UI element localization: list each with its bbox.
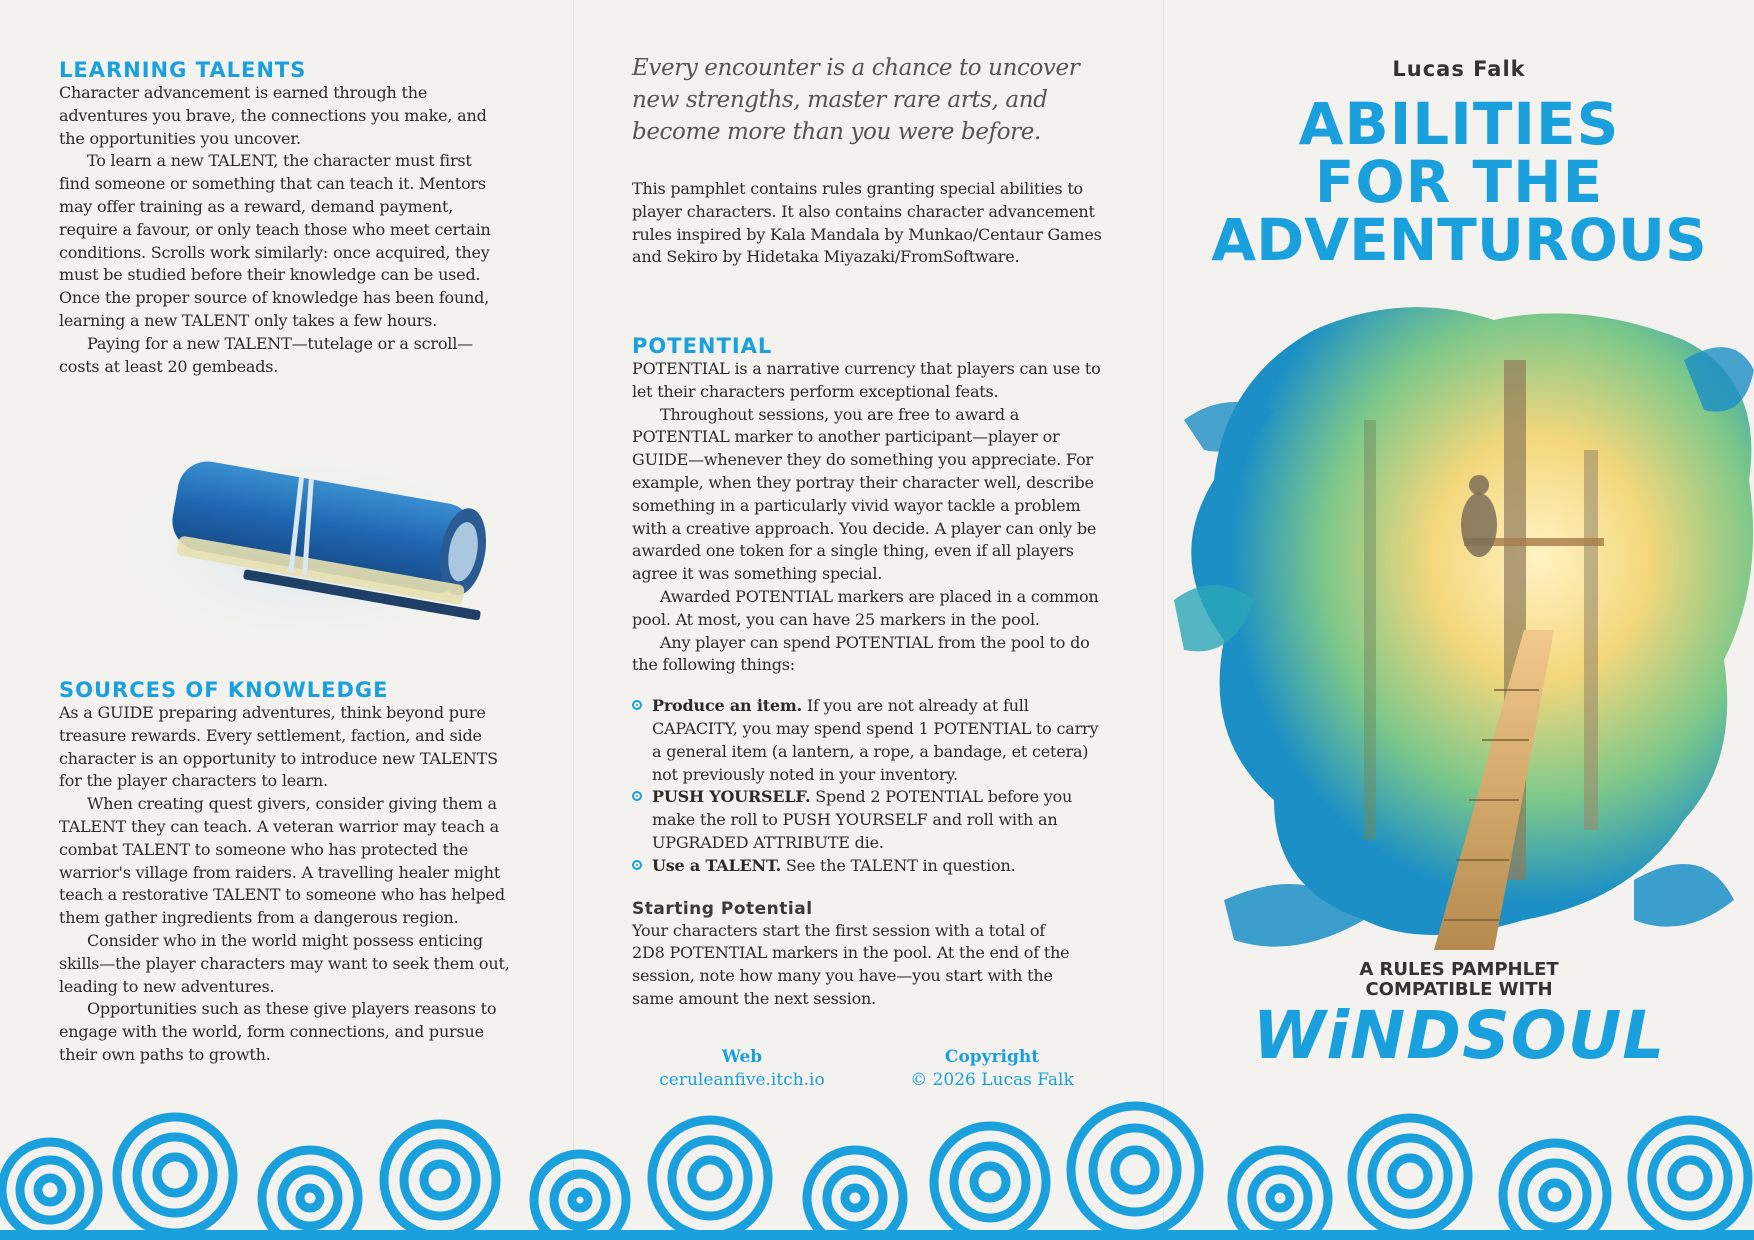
spiral-bullet-icon (632, 791, 642, 801)
swirl-9-icon (1071, 1106, 1199, 1234)
sources-paragraph-1: As a GUIDE preparing adventures, think beyond pure treasure rewards. Every settlement, faction, and side character is an opportunity to introduce new TALENTS for the player characters to learn. (59, 703, 498, 791)
sources-paragraph-2: When creating quest givers, consider giving them a TALENT they can teach. A veteran warrior may teach a combat TALENT to someone who has protected the warrior's village from raiders. A travelling healer might teach a restorative TALENT to someone who has helped them gather ingredients from a dangerous region. (59, 794, 505, 928)
bullet-lead: Produce an item. (652, 696, 802, 716)
swirl-2-icon (117, 1117, 233, 1233)
fold-line-left (573, 0, 574, 1240)
sources-of-knowledge-heading: SOURCES OF KNOWLEDGE (59, 678, 389, 702)
left-panel (59, 0, 519, 1240)
title-line-2: FOR THE (1314, 148, 1604, 216)
swirl-6-icon (652, 1120, 768, 1236)
copyright-label: Copyright (944, 1047, 1040, 1067)
swirl-border (0, 1080, 1754, 1240)
bullet-lead: Use a TALENT. (652, 855, 781, 875)
bullet-text: See the TALENT in question. (780, 855, 1016, 875)
tagline-line-2: COMPATIBLE WITH (1365, 979, 1553, 1000)
swirl-13-icon (1632, 1120, 1748, 1236)
scroll-illustration (99, 440, 519, 660)
potential-paragraph-2: Throughout sessions, you are free to award a POTENTIAL marker to another participant—player or GUIDE—whenever they do something you appreciate. For example, when they portray their character well, describe something in a particularly vivid wayor tackle a problem with a creative approach. You decide. A player can only be awarded one token for a single thing, even if all players agree it was something special. (632, 404, 1097, 584)
cover-panel (1164, 0, 1754, 1240)
potential-paragraph-4: Any player can spend POTENTIAL from the pool to do the following things: (632, 632, 1090, 675)
copyright-text: © 2026 Lucas Falk (910, 1070, 1074, 1090)
intro-quote: Every encounter is a chance to uncover new strengths, master rare arts, and become more than you were before. (632, 55, 1080, 145)
potential-heading: POTENTIAL (632, 334, 773, 358)
list-item (632, 695, 1107, 786)
title-line-3: ADVENTUROUS (1211, 206, 1707, 274)
tagline-line-1: A RULES PAMPHLET (1359, 959, 1559, 980)
swirl-3-icon (262, 1150, 358, 1240)
swirl-10-icon (1232, 1150, 1328, 1240)
list-item (632, 855, 1107, 878)
bullet-lead: PUSH YOURSELF. (652, 787, 811, 807)
swirl-11-icon (1352, 1118, 1468, 1234)
swirl-7-icon (807, 1150, 903, 1240)
intro-paragraph: This pamphlet contains rules granting special abilities to player characters. It also contains character advancement rules inspired by Kala Mandala by Munkao/Centaur Games and Sekiro by Hidetaka Miyazaki/FromSoftware. (632, 179, 1102, 267)
forest-bridge-illustration (1164, 300, 1754, 980)
list-item (632, 786, 1107, 854)
potential-paragraph-3: Awarded POTENTIAL markers are placed in a common pool. At most, you can have 25 markers in the pool. (632, 586, 1099, 629)
cover-title (1164, 90, 1754, 274)
sources-paragraph-4: Opportunities such as these give players reasons to engage with the world, form connections, and pursue their own paths to growth. (59, 999, 497, 1064)
learning-paragraph-1: Character advancement is earned through the adventures you brave, the connections you make, and the opportunities you uncover. (59, 83, 487, 148)
author-name: Lucas Falk (1392, 57, 1526, 81)
learning-paragraph-2: To learn a new TALENT, the character must first find someone or something that can teach it. Mentors may offer training as a reward, demand payment, require a favour, or only teach those who meet certain conditions. Scrolls work similarly: once acquired, they must be studied before their knowledge can be used. Once the proper source of knowledge has been found, learning a new TALENT only takes a few hours. (59, 151, 491, 330)
bullet-text: Spend 2 POTENTIAL before you make the roll to PUSH YOURSELF and roll with an UPGRADED ATTRIBUTE die. (652, 787, 1073, 852)
learning-paragraph-3: Paying for a new TALENT—tutelage or a scroll—costs at least 20 gembeads. (59, 333, 473, 376)
spiral-bullet-icon (632, 860, 642, 870)
learning-talents-heading: LEARNING TALENTS (59, 58, 307, 82)
sources-paragraph-3: Consider who in the world might possess enticing skills—the player characters may want to seek them out, leading to new adventures. (59, 930, 510, 996)
web-label: Web (721, 1047, 763, 1067)
potential-paragraph-1: POTENTIAL is a narrative currency that players can use to let their characters perform exceptional feats. (632, 359, 1101, 401)
swirl-4-icon (384, 1124, 496, 1236)
starting-potential-paragraph: Your characters start the first session with a total of 2D8 POTENTIAL markers in the pool. At the end of the session, note how many you have—you start with the same amount the next session. (632, 920, 1070, 1008)
swirl-8-icon (934, 1126, 1046, 1238)
title-line-1: ABILITIES (1298, 90, 1620, 158)
spiral-bullet-icon (632, 700, 642, 710)
middle-panel (632, 0, 1112, 1240)
windsoul-logo: WiNDSOUL (1252, 997, 1666, 1074)
swirl-1-icon (2, 1142, 98, 1238)
potential-uses-list (632, 695, 1107, 877)
swirl-5-icon (534, 1154, 626, 1240)
tagline (1164, 960, 1754, 1000)
starting-potential-heading: Starting Potential (632, 898, 813, 919)
web-link[interactable]: ceruleanfive.itch.io (659, 1070, 825, 1090)
bullet-text: If you are not already at full CAPACITY, you may spend spend 1 POTENTIAL to carry a general item (a lantern, a rope, a bandage, et cetera) not previously noted in your inventory. (652, 696, 1099, 784)
swirl-12-icon (1503, 1143, 1607, 1240)
